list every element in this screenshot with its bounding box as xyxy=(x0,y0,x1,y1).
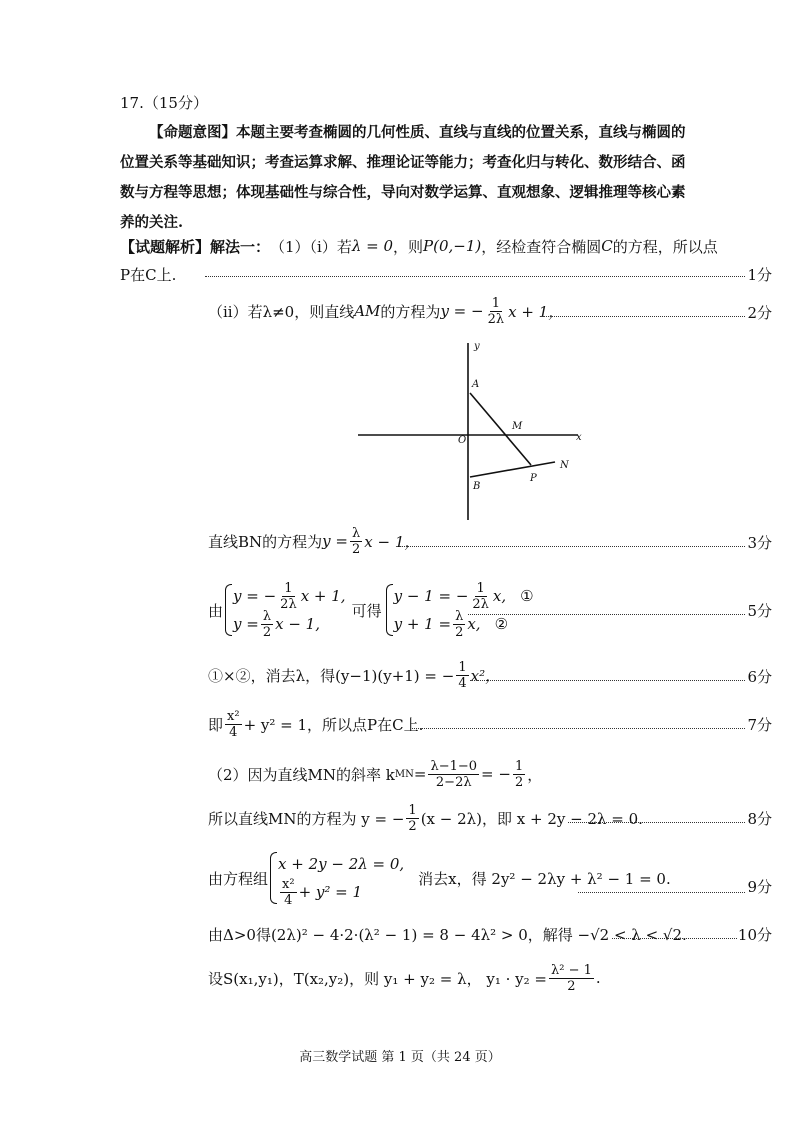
point-N-label: N xyxy=(560,460,569,471)
text: （2）因为直线MN的斜率 k xyxy=(208,765,395,784)
point-P-label: P xyxy=(530,473,537,484)
text: （ii）若λ≠0，则直线 xyxy=(208,302,355,321)
text: （1）（i）若 xyxy=(270,237,352,256)
text: y = − xyxy=(440,302,484,320)
y-axis-label: y xyxy=(474,341,480,352)
point-A-label: A xyxy=(472,379,480,390)
fraction: $\frac{1}{4}$ xyxy=(458,659,467,691)
fraction: $\frac{1}{2}$ xyxy=(514,758,524,790)
dot-leader xyxy=(412,728,745,729)
score-7: 7分 xyxy=(747,716,772,734)
solution-line-8 xyxy=(208,756,542,792)
fraction: $\frac{1}{2}$ xyxy=(408,802,417,834)
dot-leader xyxy=(470,680,745,681)
text: λ = 0 xyxy=(351,237,394,255)
text: 直线BN的方程为 xyxy=(208,532,323,551)
fraction: $\frac{\text{λ² − 1}}{2}$ xyxy=(551,962,592,994)
score-5: 5分 xyxy=(747,602,772,620)
solution-line-5 xyxy=(208,576,534,644)
x-axis-label: x xyxy=(576,432,582,443)
equation-system-3: x + 2y − 2λ = 0, $\frac{\text{x²}}{4}$ + y² = 1 xyxy=(268,850,404,906)
line-BN xyxy=(470,462,555,477)
text: ，经检查符合椭圆 xyxy=(481,237,602,256)
text: x + 1， xyxy=(508,302,564,321)
intent-paragraph: 【命题意图】本题主要考查椭圆的几何性质、直线与直线的位置关系，直线与椭圆的位置关系等基础知识；考查运算求解、推理论证等能力；考查化归与转化、数形结合、函数与方程等思想；体现基础性与综合性，导向对数学运算、直观想象、逻辑推理等核心素养的关注. xyxy=(120,124,686,231)
text: + y² = 1，所以点P在C上. xyxy=(243,715,424,734)
equation-system-2: y − 1 = − $\frac{1}{2\lambda}$ x, ① y + 1 = $\frac{\lambda}{2}$ x, ② xyxy=(384,582,534,638)
text: 可得 xyxy=(351,601,382,620)
text: x²， xyxy=(470,666,501,685)
score-6: 6分 xyxy=(747,668,772,686)
text: 由Δ>0得(2λ)² − 4·2·(λ² − 1) = 8 − 4λ² > 0，解得 −√2 < λ < √2. xyxy=(208,925,687,944)
text: ， xyxy=(527,765,543,784)
dot-leader xyxy=(205,276,745,277)
text: P在C上. xyxy=(120,265,177,284)
solution-line-11 xyxy=(208,920,687,948)
text: 由 xyxy=(208,601,224,620)
problem-number: 17.（15分） xyxy=(120,94,208,112)
text: ，则 xyxy=(393,237,424,256)
solution-line-10 xyxy=(208,846,671,910)
solution-line-3 xyxy=(208,294,563,328)
text: 即 xyxy=(208,715,224,734)
text: 的方程，所以点 xyxy=(612,237,718,256)
point-B-label: B xyxy=(473,481,481,492)
text: y = xyxy=(322,532,348,550)
text: 设S(x₁,y₁)，T(x₂,y₂)，则 y₁ + y₂ = λ， y₁ · y₂ = xyxy=(208,969,547,988)
origin-label: O xyxy=(458,435,467,446)
text: C xyxy=(601,237,613,255)
page-footer: 高三数学试题 第 1 页（共 24 页） xyxy=(299,1050,501,1065)
text: MN xyxy=(394,768,414,780)
score-8: 8分 xyxy=(747,810,772,828)
text: 消去x，得 2y² − 2λy + λ² − 1 = 0. xyxy=(418,869,671,888)
dot-leader xyxy=(578,892,745,893)
text: . xyxy=(595,969,601,987)
text: = xyxy=(413,765,427,783)
text: ①×②，消去λ，得(y−1)(y+1) = − xyxy=(208,666,455,685)
dot-leader xyxy=(568,822,745,823)
solution-heading: 【试题解析】解法一： xyxy=(120,237,271,256)
solution-line-4 xyxy=(208,524,419,558)
score-10: 10分 xyxy=(737,926,772,944)
text: x − 1， xyxy=(364,532,420,551)
dot-leader xyxy=(468,614,745,615)
solution-line-2 xyxy=(120,262,176,286)
fraction: $\frac{1}{2\lambda}$ xyxy=(487,295,505,327)
text: 由方程组 xyxy=(208,869,269,888)
coordinate-figure xyxy=(0,335,800,535)
text: 的方程为 xyxy=(380,302,441,321)
point-M-label: M xyxy=(512,421,523,432)
equation-system-1: y = − $\frac{1}{2\lambda}$ x + 1, y = $\frac{\lambda}{2}$ x − 1, xyxy=(223,582,346,638)
solution-line-12 xyxy=(208,958,601,998)
solution-line-7 xyxy=(208,706,423,742)
solution-line-9 xyxy=(208,800,643,836)
dot-leader xyxy=(612,938,737,939)
dot-leader xyxy=(400,546,745,547)
text: 所以直线MN的方程为 y = − xyxy=(208,809,405,828)
dot-leader xyxy=(540,316,745,317)
fraction: $\frac{\lambda}{2}$ xyxy=(351,525,361,557)
text: (x − 2λ)，即 x + 2y − 2λ = 0. xyxy=(420,809,643,828)
solution-line-6 xyxy=(208,658,500,692)
text: = − xyxy=(481,765,511,783)
text: AM xyxy=(354,302,381,320)
solution-line-1 xyxy=(120,234,718,258)
score-1: 1分 xyxy=(747,266,772,284)
score-2: 2分 xyxy=(747,304,772,322)
text: P(0,−1) xyxy=(423,237,482,255)
fraction: $\frac{\text{x²}}{4}$ xyxy=(227,708,240,740)
fraction: $\frac{\lambda-1-0}{2-2\lambda}$ xyxy=(430,758,478,790)
score-9: 9分 xyxy=(747,878,772,896)
score-3: 3分 xyxy=(747,534,772,552)
